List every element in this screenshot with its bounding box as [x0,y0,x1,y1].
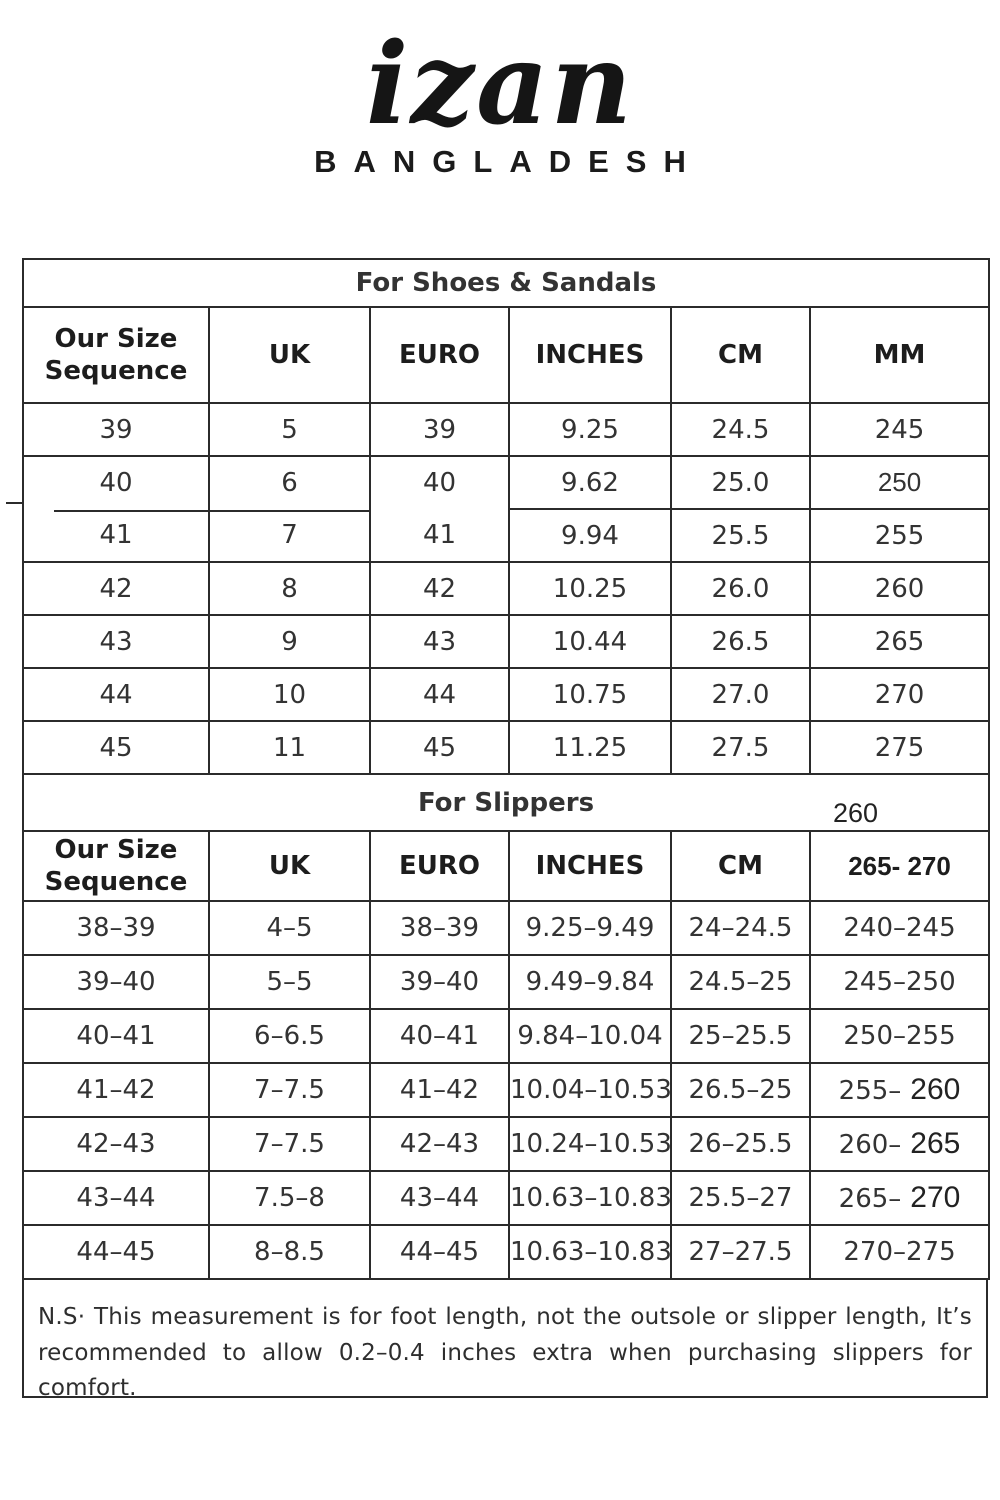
table-row [23,615,989,668]
table-cell: 245–250 [810,955,989,1009]
table-cell: 43 [23,615,209,668]
table-row [23,955,989,1009]
table-cell: 7 [209,509,370,562]
table-cell: 39–40 [370,955,509,1009]
table-title-row [23,259,989,307]
brand-country: BANGLADESH [314,144,703,180]
table-cell: 10.75 [509,668,671,721]
table-row [23,901,989,955]
table-cell: 42–43 [370,1117,509,1171]
table-cell: 10.24–10.53 [509,1117,671,1171]
table-cell: 42–43 [23,1117,209,1171]
table-title-text: For Shoes & Sandals [355,268,657,298]
pasted-number: 250 [810,456,989,509]
table-cell: 4–5 [209,901,370,955]
table-cell: 11.25 [509,721,671,774]
table-cell: 9.94 [509,509,671,562]
table-cell: 9.62 [509,456,671,509]
table-cell: 9.49–9.84 [509,955,671,1009]
table-cell: 24.5 [671,403,810,456]
brand-header [0,18,1000,180]
table-row [23,1063,989,1117]
pasted-text-260: 260 [832,798,879,828]
column-header: CM [671,307,810,403]
table-header-row [23,831,989,901]
column-header: UK [209,307,370,403]
table-cell: 40–41 [370,1009,509,1063]
table-cell: 245 [810,403,989,456]
table-cell: 42 [23,562,209,615]
table-cell: 40 [23,456,209,509]
table-cell: 40–41 [23,1009,209,1063]
table-cell: 5 [209,403,370,456]
table-cell: 25.5–27 [671,1171,810,1225]
table-cell: 44 [23,668,209,721]
column-header: MM [810,307,989,403]
grid-line-artifact [54,510,370,512]
table-cell: 43–44 [23,1171,209,1225]
table-cell: 41 [23,509,209,562]
table-cell: 7–7.5 [209,1117,370,1171]
table-row [23,1225,989,1279]
table-cell: 41–42 [23,1063,209,1117]
table-cell: 7.5–8 [209,1171,370,1225]
pasted-number: 265 [910,1127,961,1160]
table-cell: 38–39 [370,901,509,955]
table-cell: 38–39 [23,901,209,955]
table-cell: 39 [370,403,509,456]
table-cell: 27.0 [671,668,810,721]
column-header: INCHES [509,831,671,901]
table-row [23,509,989,562]
table-cell: 260– 265 [810,1117,989,1171]
table-cell: 10.44 [509,615,671,668]
table-cell: 42 [370,562,509,615]
table-cell: 43 [370,615,509,668]
table-cell: 24–24.5 [671,901,810,955]
table-cell: 10 [209,668,370,721]
table-cell: 26–25.5 [671,1117,810,1171]
table-cell: 26.5 [671,615,810,668]
table-cell: 44–45 [370,1225,509,1279]
table-cell: 240–245 [810,901,989,955]
grid-tick-artifact [6,502,23,504]
table-row [23,456,989,509]
brand-logo: izan [365,19,635,150]
table-cell: 39 [23,403,209,456]
table-row [23,668,989,721]
column-header: EURO [370,831,509,901]
column-header: EURO [370,307,509,403]
shoes-sandals-table [22,258,990,775]
table-cell: 10.63–10.83 [509,1171,671,1225]
table-cell: 43–44 [370,1171,509,1225]
table-cell: 265– 270 [810,1171,989,1225]
measurement-note: N.S· This measurement is for foot length, not the outsole or slipper length, It’s recommended to allow 0.2–0.4 inches extra when purchasing slippers for comfort. [22,1278,988,1398]
table-cell: 44–45 [23,1225,209,1279]
table-cell: 275 [810,721,989,774]
table-cell: 6 [209,456,370,509]
table-cell: 260 [810,562,989,615]
column-header: Our Size Sequence [23,307,209,403]
table-cell: 27.5 [671,721,810,774]
table-cell: 9.25–9.49 [509,901,671,955]
table-row [23,403,989,456]
table-cell: 8 [209,562,370,615]
column-header: 265- 270 [810,831,989,901]
table-cell: 44 [370,668,509,721]
column-header: Our Size Sequence [23,831,209,901]
table-cell: 6–6.5 [209,1009,370,1063]
table-header-row [23,307,989,403]
table-cell: 10.04–10.53 [509,1063,671,1117]
table-cell: 5–5 [209,955,370,1009]
table-cell: 11 [209,721,370,774]
column-header: INCHES [509,307,671,403]
size-chart [22,258,988,1402]
table-cell: 255– 260 [810,1063,989,1117]
table-row [23,562,989,615]
table-cell: 39–40 [23,955,209,1009]
table-cell: 40 [370,456,509,509]
table-row [23,1117,989,1171]
column-header: CM [671,831,810,901]
table-row [23,1009,989,1063]
slippers-table [22,773,990,1280]
table-cell: 41 [370,509,509,562]
pasted-number: 260 [910,1073,961,1106]
column-header: UK [209,831,370,901]
table-cell: 25.5 [671,509,810,562]
table-row [23,721,989,774]
table-cell: 26.5–25 [671,1063,810,1117]
table-cell: 270 [810,668,989,721]
table-cell: 250–255 [810,1009,989,1063]
table-cell: 9 [209,615,370,668]
table-cell: 9.84–10.04 [509,1009,671,1063]
table-cell: 25.0 [671,456,810,509]
table-title-text: For Slippers [417,787,595,818]
table-cell: 9.25 [509,403,671,456]
table-cell: 45 [23,721,209,774]
table-cell: 27–27.5 [671,1225,810,1279]
table-cell: 10.25 [509,562,671,615]
table-cell: 265 [810,615,989,668]
table-cell: 24.5–25 [671,955,810,1009]
table-cell: 25–25.5 [671,1009,810,1063]
table-row [23,1171,989,1225]
table-cell: 270–275 [810,1225,989,1279]
table-title-row [23,774,989,831]
table-cell: 7–7.5 [209,1063,370,1117]
pasted-number: 270 [910,1181,961,1214]
table-cell: 8–8.5 [209,1225,370,1279]
table-cell: 41–42 [370,1063,509,1117]
table-title [23,259,989,307]
table-cell: 10.63–10.83 [509,1225,671,1279]
table-cell: 255 [810,509,989,562]
table-cell: 26.0 [671,562,810,615]
table-title [23,774,989,831]
table-cell: 45 [370,721,509,774]
